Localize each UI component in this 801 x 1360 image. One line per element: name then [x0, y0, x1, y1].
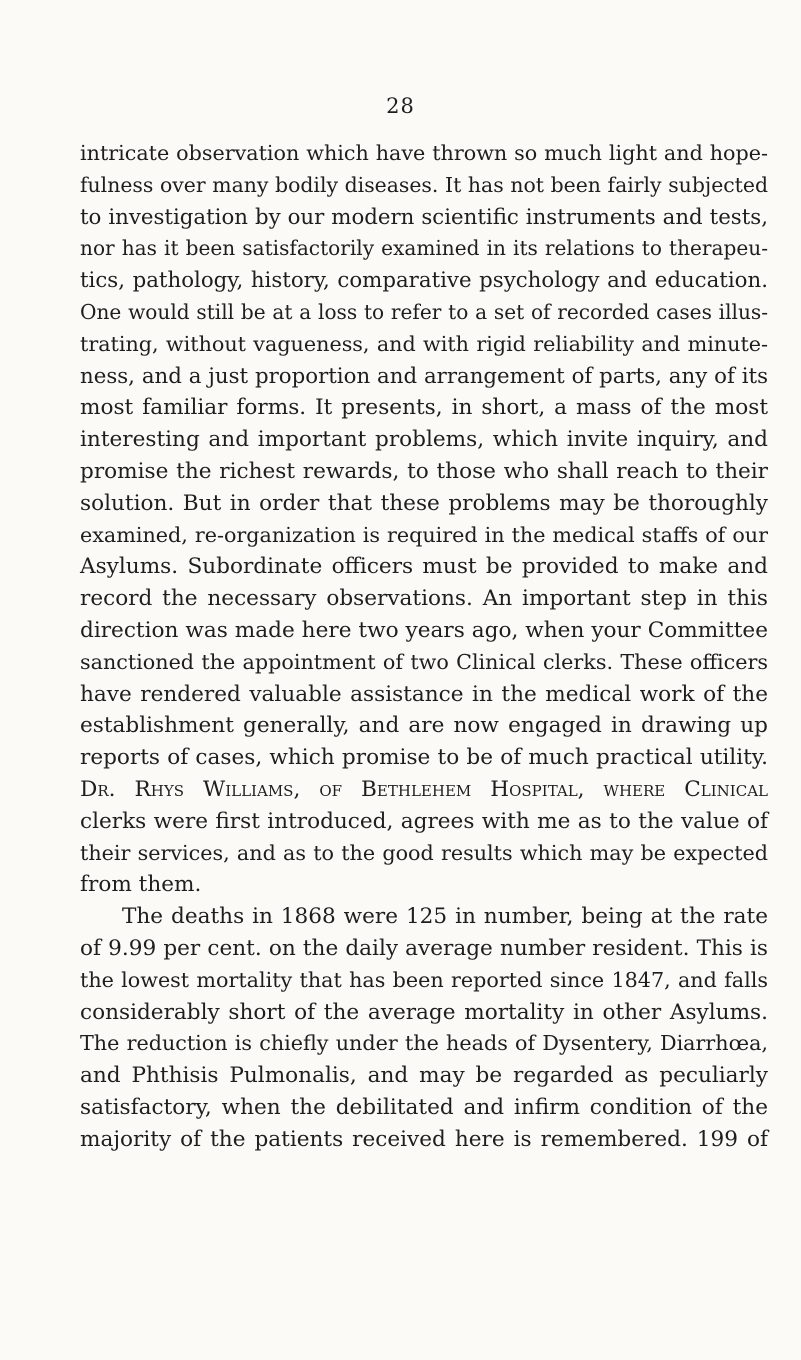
text-line: satisfactory, when the debilitated and infirm condition of the: [80, 1094, 768, 1120]
text-line: most familiar forms. It presents, in short, a mass of the most: [80, 395, 768, 421]
text-line: solution. But in order that these problems may be thoroughly: [80, 490, 768, 516]
page-number: 28: [386, 94, 415, 118]
text-line: majority of the patients received here is remembered. 199 of: [80, 1126, 768, 1152]
text-line: The deaths in 1868 were 125 in number, being at the rate: [122, 904, 768, 930]
text-line: establishment generally, and are now engaged in drawing up: [80, 713, 768, 739]
text-line: Asylums. Subordinate officers must be provided to make and: [80, 554, 768, 580]
text-line: fulness over many bodily diseases. It has not been fairly subjected: [80, 172, 768, 197]
text-line: sanctioned the appointment of two Clinical clerks. These officers: [80, 649, 768, 674]
text-line: intricate observation which have thrown so much light and hope-: [80, 141, 768, 165]
text-line: promise the richest rewards, to those who shall reach to their: [80, 458, 768, 484]
text-line: tics, pathology, history, comparative psychology and education.: [80, 268, 768, 294]
text-line: nor has it been satisfactorily examined in its relations to therapeu-: [80, 236, 768, 261]
text-line: to investigation by our modern scientific instruments and tests,: [80, 204, 768, 230]
text-line: record the necessary observations. An important step in this: [80, 586, 768, 612]
text-line: their services, and as to the good results which may be expected: [80, 840, 768, 865]
body-text: [80, 138, 768, 1156]
text-line: considerably short of the average mortality in other Asylums.: [80, 999, 768, 1025]
text-line: from them.: [80, 872, 202, 898]
text-line: the lowest mortality that has been reported since 1847, and falls: [80, 967, 768, 992]
paragraph: [80, 138, 768, 901]
text-line: have rendered valuable assistance in the medical work of the: [80, 681, 768, 707]
text-line: ness, and a just proportion and arrangement of parts, any of its: [80, 363, 768, 389]
paragraph: [80, 901, 768, 1155]
text-line: The reduction is chiefly under the heads of Dysentery, Diarrhœa,: [80, 1031, 768, 1056]
text-line: clerks were first introduced, agrees with me as to the value of: [80, 808, 768, 834]
text-line: Dr. Rhys Williams, of Bethlehem Hospital, where Clinical: [80, 776, 768, 802]
text-line: trating, without vagueness, and with rigid reliability and minute-: [80, 331, 768, 356]
text-line: examined, re-organization is required in the medical staffs of our: [80, 522, 768, 547]
text-line: and Phthisis Pulmonalis, and may be regarded as peculiarly: [80, 1063, 768, 1089]
text-line: One would still be at a loss to refer to a set of recorded cases illus-: [80, 299, 768, 324]
text-line: of 9.99 per cent. on the daily average number resident. This is: [80, 935, 768, 961]
text-line: interesting and important problems, which invite inquiry, and: [80, 427, 768, 453]
text-line: direction was made here two years ago, when your Committee: [80, 617, 768, 643]
text-line: reports of cases, which promise to be of much practical utility.: [80, 745, 768, 771]
